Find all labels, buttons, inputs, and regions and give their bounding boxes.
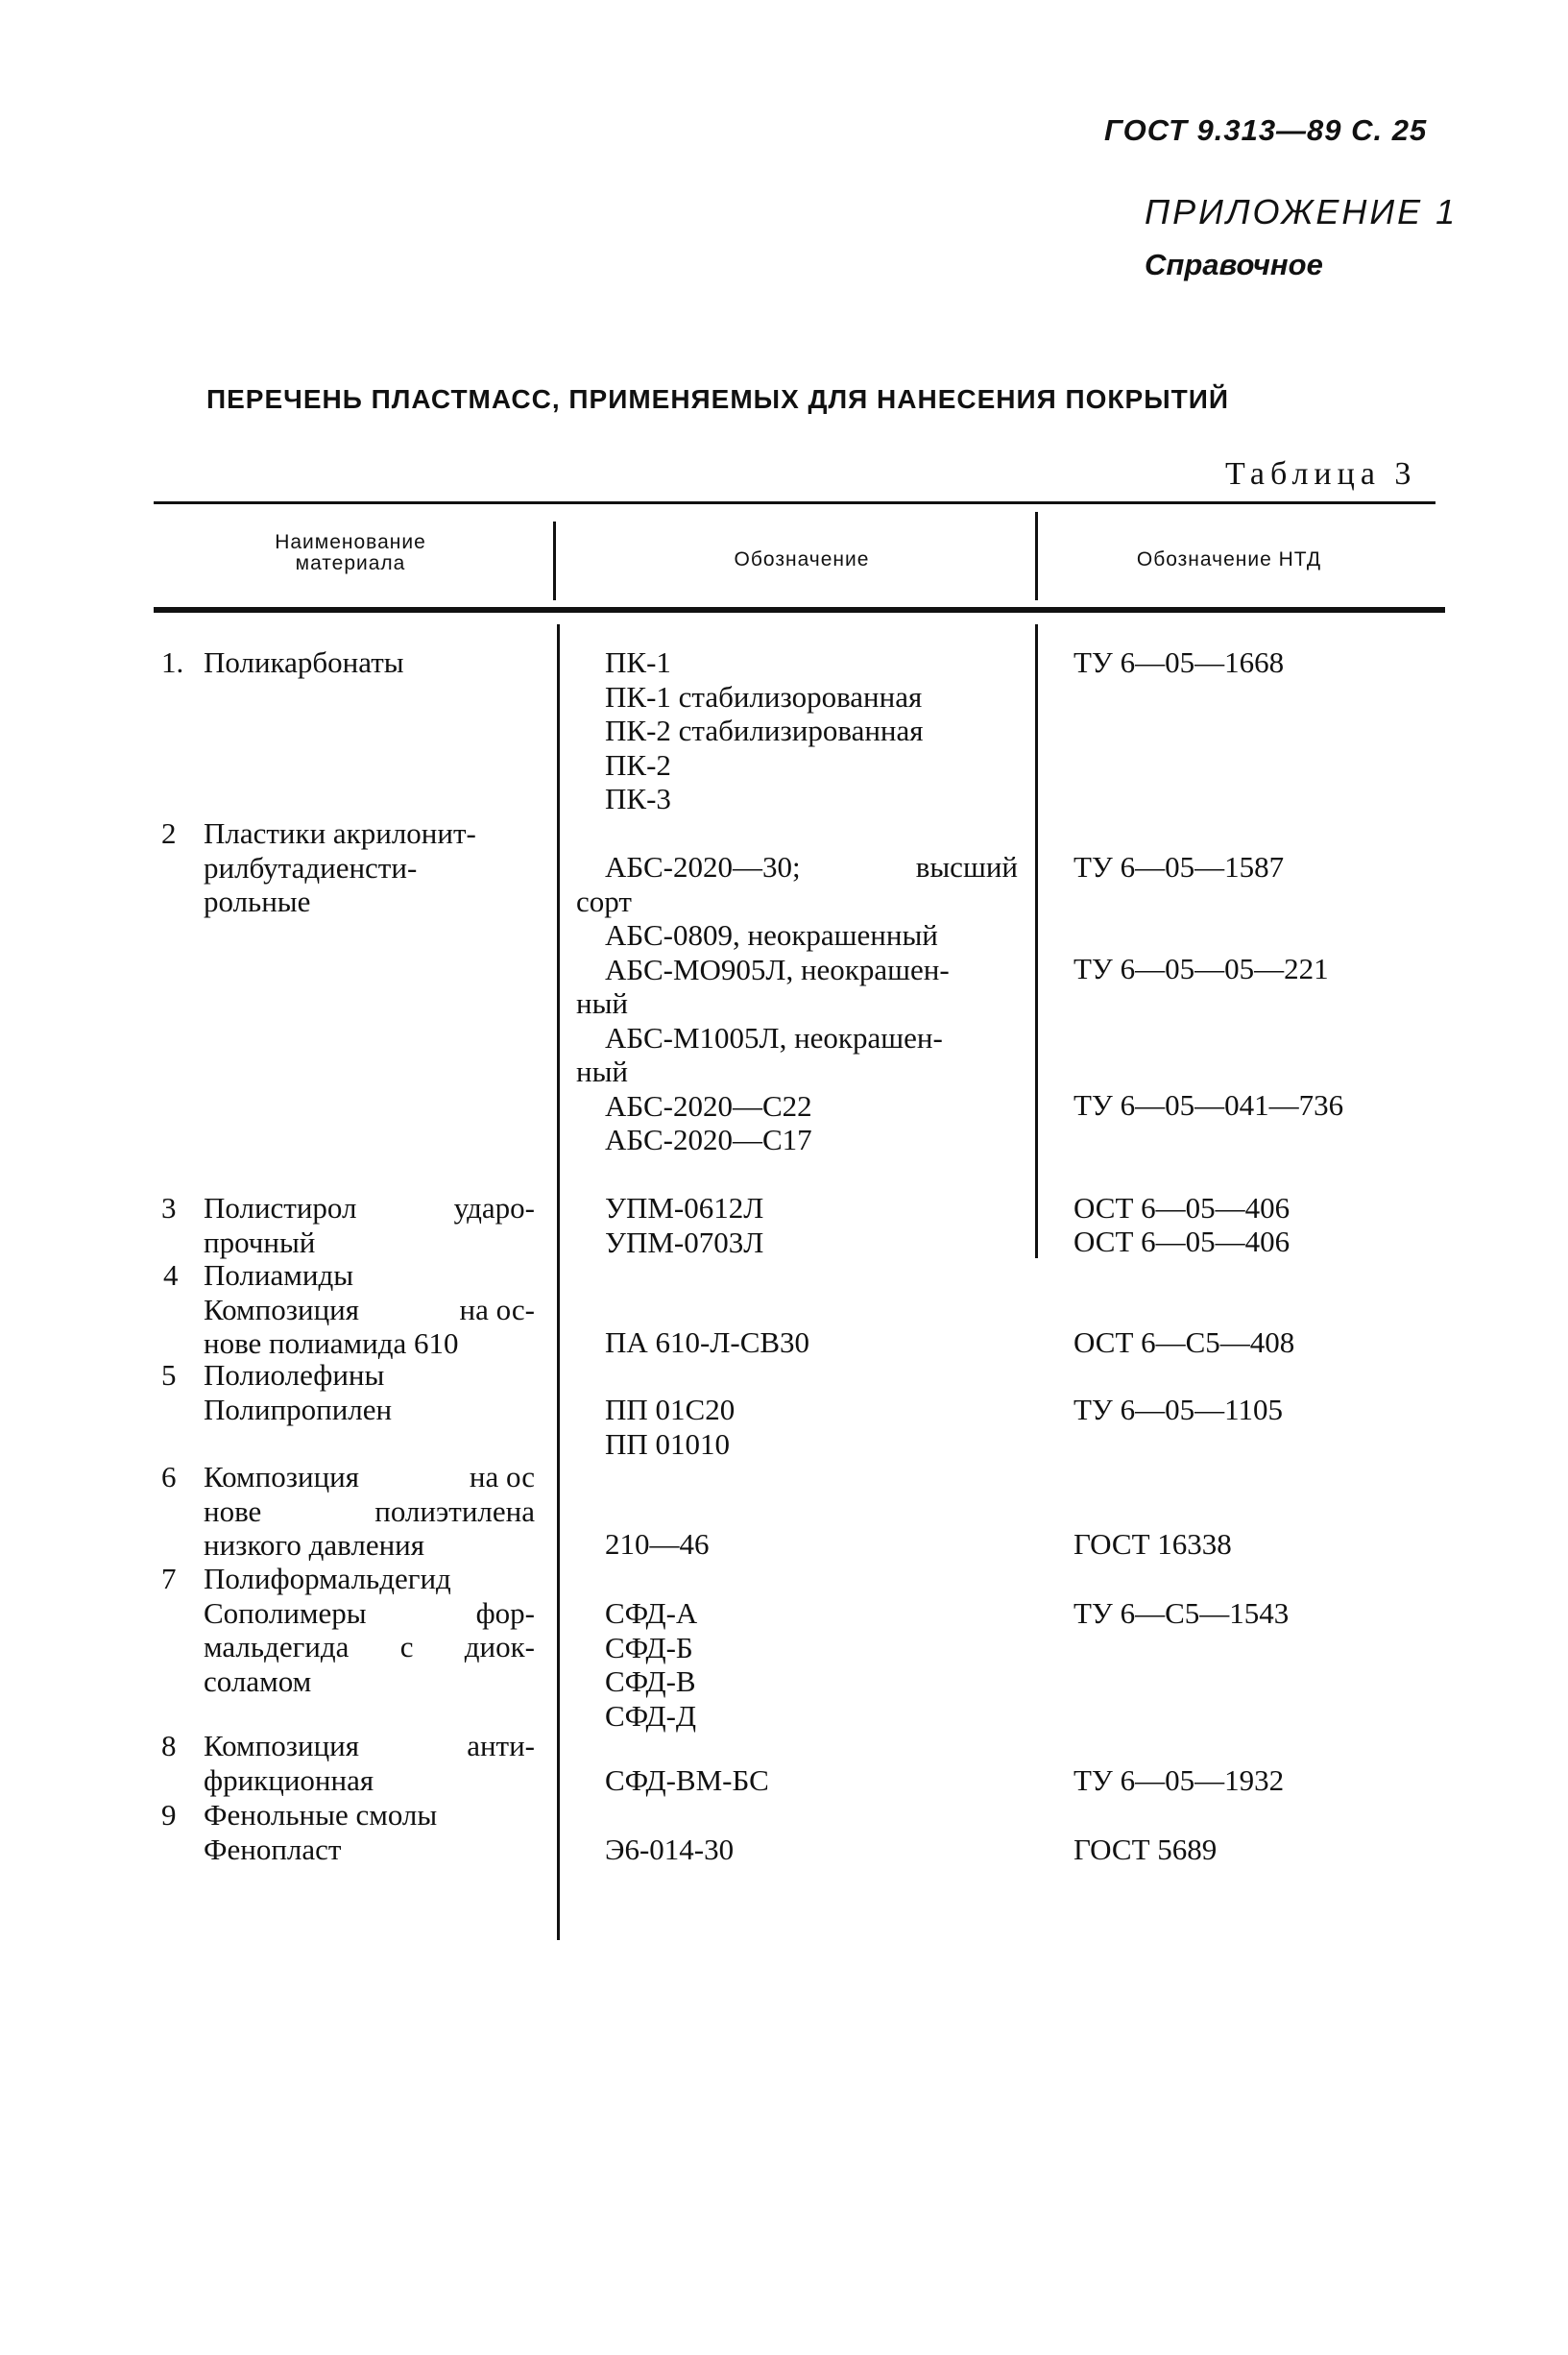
row-number: 1. <box>161 645 184 679</box>
material-name: Полиолефины Полипропилен <box>204 1358 393 1426</box>
designation-group: СФД-А СФД-Б СФД-В СФД-Д <box>605 1596 698 1733</box>
row-number: 4 <box>163 1258 179 1292</box>
row-number: 8 <box>161 1729 177 1762</box>
table-header-rule <box>154 607 1445 613</box>
table-label: Таблица 3 <box>1225 456 1417 492</box>
column-divider <box>553 522 556 600</box>
document-title: ПЕРЕЧЕНЬ ПЛАСТМАСС, ПРИМЕНЯЕМЫХ ДЛЯ НАНЕСЕНИЯ ПОКРЫТИЙ <box>206 384 1229 414</box>
column-divider <box>1035 512 1038 600</box>
designation: ПА 610-Л-СВ30 <box>605 1325 810 1359</box>
ntd-reference: ТУ 6—05—1932 <box>1073 1763 1285 1797</box>
material-name: Полиамиды Композиция на ос- нове полиамида 610 <box>204 1258 535 1360</box>
material-name: Композиция на ос нове полиэтилена низкого давления <box>204 1460 535 1562</box>
material-name: Поликарбонаты <box>204 645 404 679</box>
column-header-ntd: Обозначение НТД <box>1136 548 1322 571</box>
row-number: 9 <box>161 1798 177 1832</box>
table-top-rule <box>154 501 1435 504</box>
ntd-reference: ТУ 6—05—1105 <box>1073 1393 1283 1426</box>
designation-group: ПК-1 ПК-1 стабилизорованная ПК-2 стабилизированная ПК-2 ПК-3 <box>605 645 924 815</box>
designation: 210—46 <box>605 1527 710 1561</box>
column-header-designation: Обозначение <box>734 548 870 571</box>
ntd-reference: ТУ 6—05—05—221 <box>1073 952 1329 985</box>
material-name: Пластики акрилонит- рилбутадиенсти- рольные <box>204 816 476 918</box>
column-header-material: Наименование материала <box>275 531 426 574</box>
appendix-title: ПРИЛОЖЕНИЕ 1 <box>1145 192 1459 231</box>
column-divider <box>1035 624 1038 1258</box>
ntd-reference: ГОСТ 16338 <box>1073 1527 1232 1561</box>
designation: Э6-014-30 <box>605 1833 735 1866</box>
designation-group: УПМ-0612Л УПМ-0703Л <box>605 1191 764 1259</box>
ntd-reference: ОСТ 6—05—406 <box>1073 1191 1291 1225</box>
document-code: ГОСТ 9.313—89 С. 25 <box>1104 113 1428 147</box>
designation: СФД-ВМ-БС <box>605 1763 769 1797</box>
material-name: Фенольные смолы Фенопласт <box>204 1798 438 1866</box>
material-name: Полистирол ударо- прочный <box>204 1191 535 1259</box>
material-name: Полиформальдегид Сополимеры фор- мальдегида с диок- соламом <box>204 1562 535 1698</box>
row-number: 6 <box>161 1460 177 1493</box>
ntd-reference: ГОСТ 5689 <box>1073 1833 1218 1866</box>
ntd-reference: ТУ 6—С5—1543 <box>1073 1596 1290 1630</box>
row-number: 2 <box>161 816 177 850</box>
ntd-reference: ТУ 6—05—041—736 <box>1073 1088 1344 1122</box>
designation-group: АБС-2020—30; высший сорт АБС-0809, неокрашенный АБС-МО905Л, неокрашен- ный АБС-М1005Л, неокрашен- ный АБС-2020—С22 АБС-2020—С17 <box>576 850 1018 1156</box>
row-number: 7 <box>161 1562 177 1595</box>
ntd-reference: ТУ 6—05—1587 <box>1073 850 1285 884</box>
material-name: Композиция анти- фрикционная <box>204 1729 535 1797</box>
column-divider <box>557 624 560 1940</box>
designation-group: ПП 01С20 ПП 01010 <box>605 1393 736 1461</box>
ntd-reference: ОСТ 6—С5—408 <box>1073 1325 1295 1359</box>
ntd-reference: ТУ 6—05—1668 <box>1073 645 1285 679</box>
appendix-type: Справочное <box>1145 248 1323 281</box>
ntd-reference: ОСТ 6—05—406 <box>1073 1225 1291 1258</box>
row-number: 3 <box>161 1191 177 1225</box>
row-number: 5 <box>161 1358 177 1392</box>
